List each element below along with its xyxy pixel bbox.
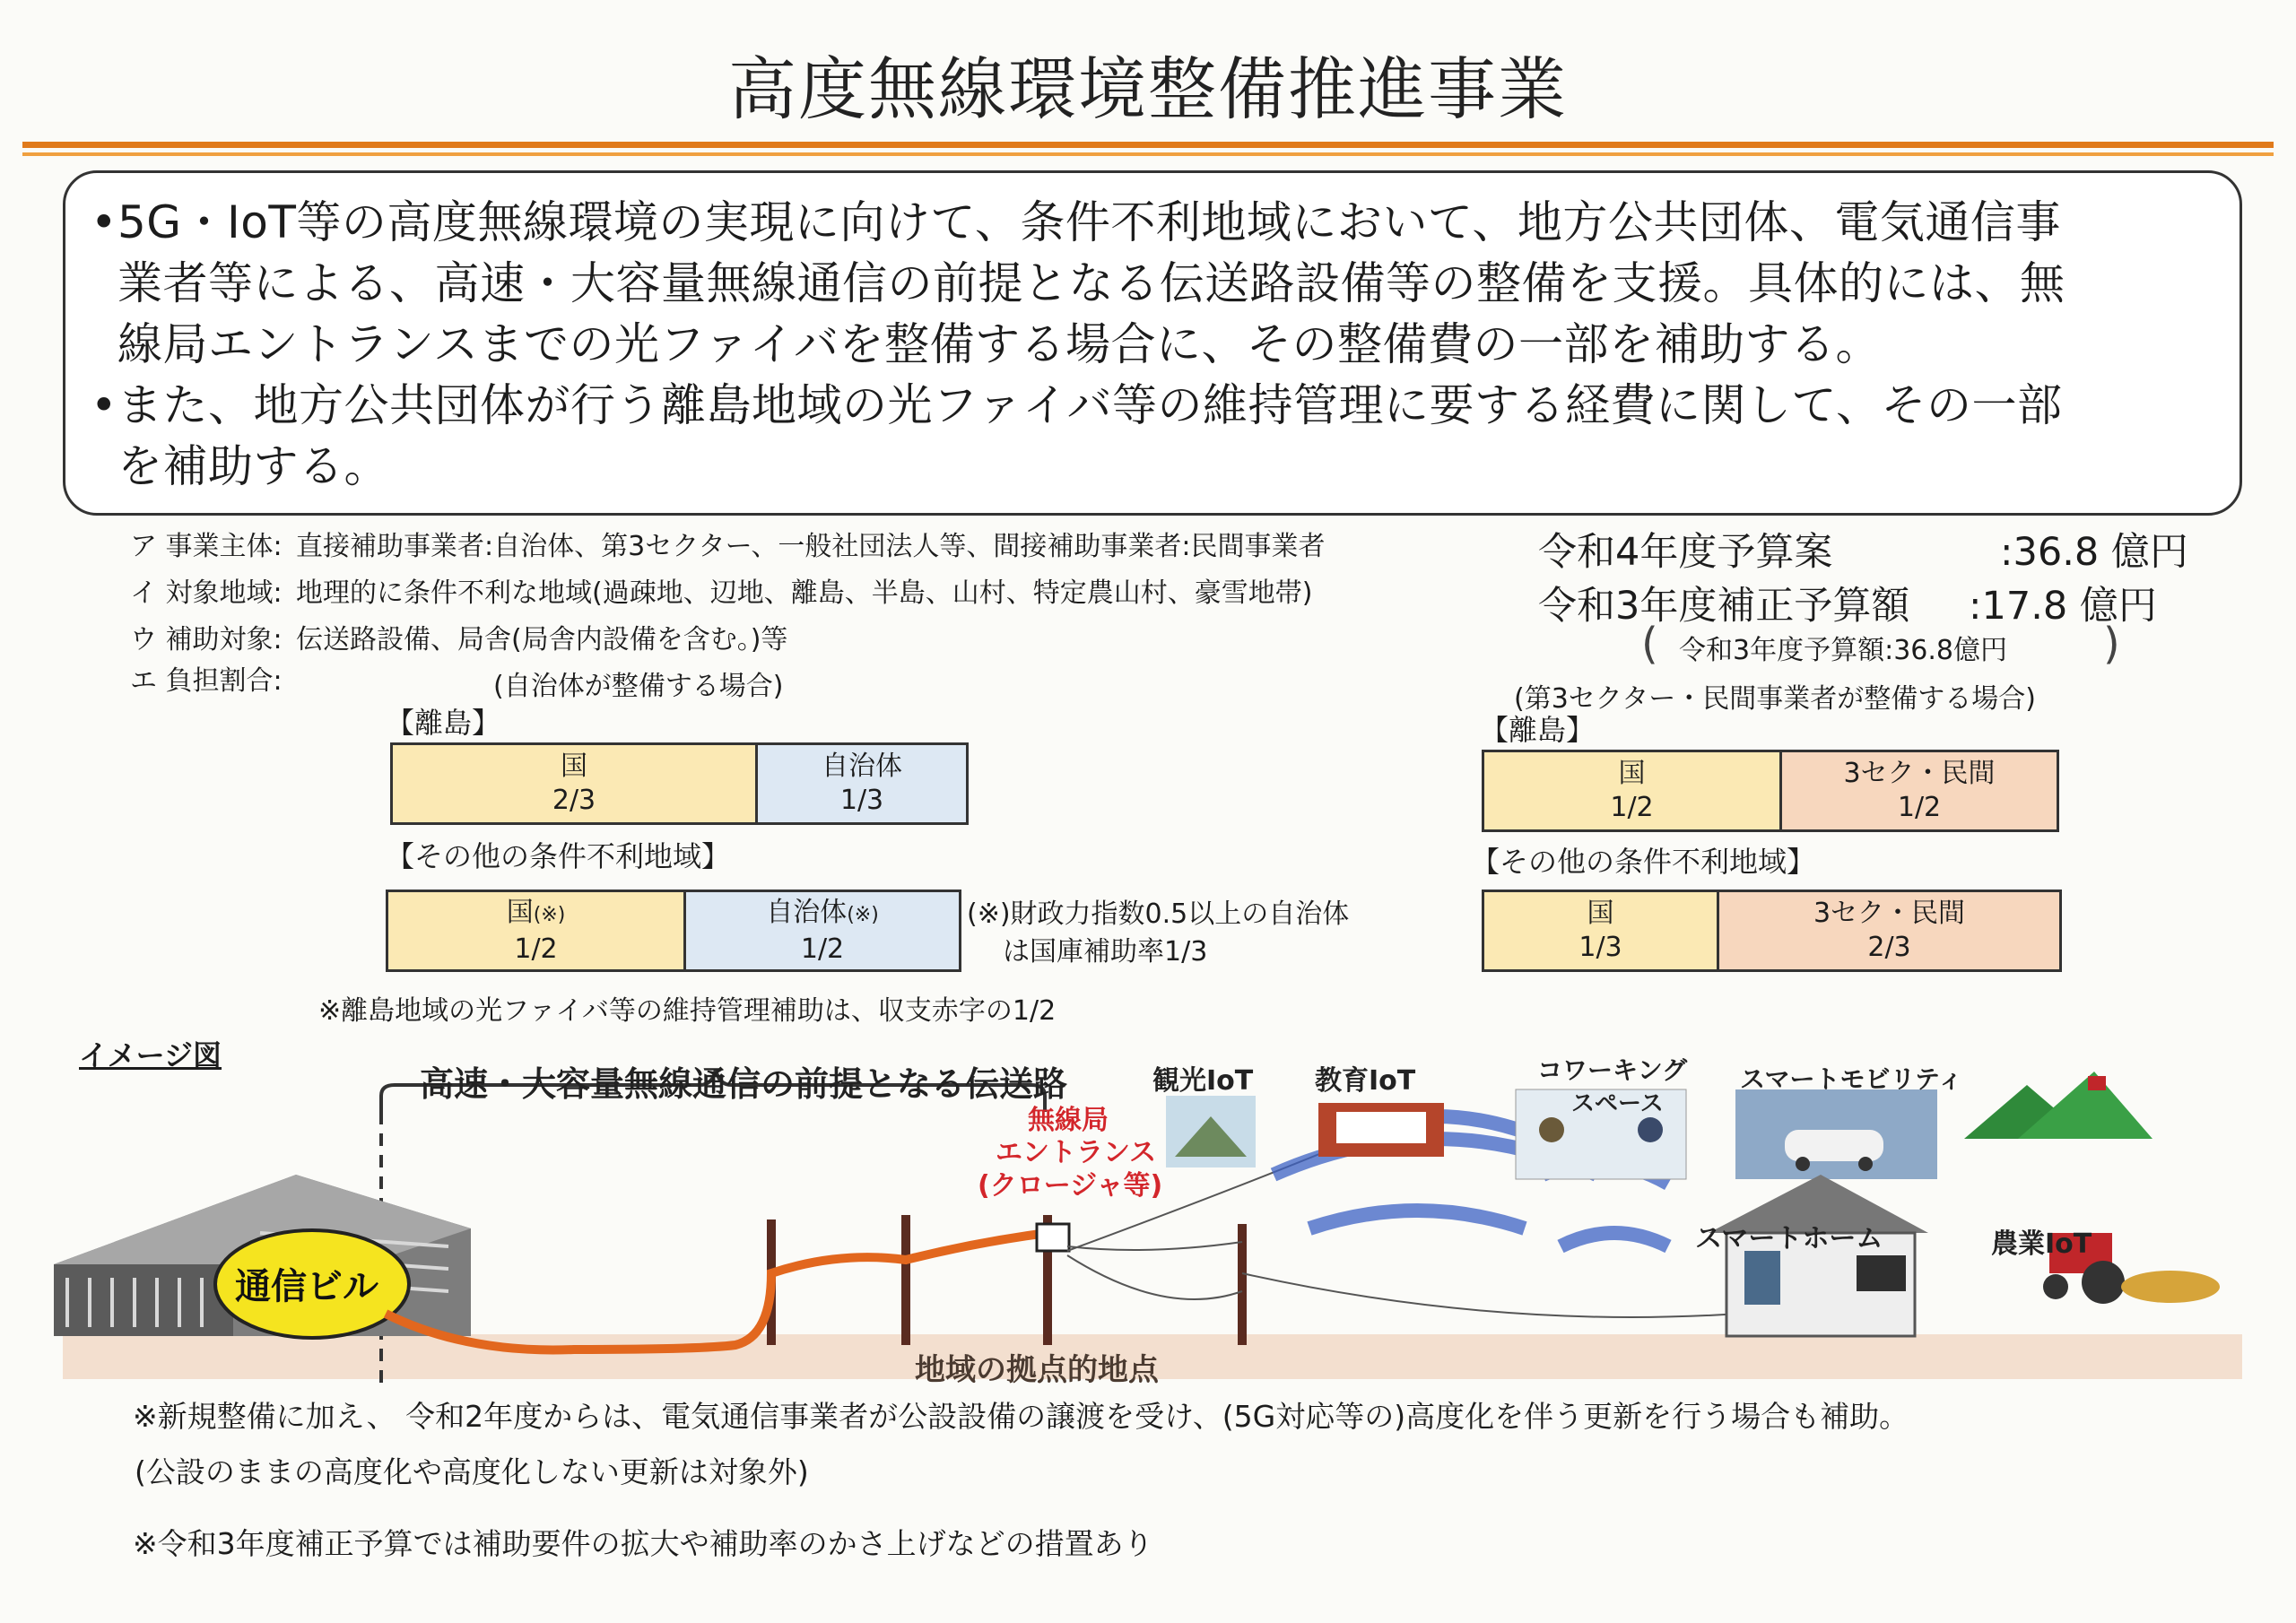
ratio-box-private [1717, 890, 2062, 972]
detail-label: ア 事業主体: [130, 531, 283, 562]
budget-value: :17.8 億円 [1969, 584, 2157, 629]
smart-home-icon [1709, 1175, 1928, 1336]
ratio-box-local [683, 890, 961, 972]
right-case-heading: (第3セクター・民間事業者が整備する場合) [1514, 683, 2036, 715]
ratio-value: 1/2 [1610, 792, 1654, 823]
ratio-name: 国 [506, 896, 534, 928]
footnote-1: ※新規整備に加え、 令和2年度からは、電気通信事業者が公設設備の譲渡を受け、(5G対応等の)高度化を伴う更新を行う場合も補助。 [133, 1399, 1909, 1434]
fiber-cable [386, 1233, 1048, 1350]
footnote-3: ※令和3年度補正予算では補助要件の拡大や補助率のかさ上げなどの措置あり [133, 1526, 1153, 1561]
detail-value: 地理的に条件不利な地域(過疎地、辺地、離島、半島、山村、特定農山村、豪雪地帯) [296, 577, 1313, 609]
detail-label: イ 対象地域: [130, 577, 283, 609]
summary-box [63, 170, 2242, 516]
bracket-right: ) [2103, 619, 2120, 669]
summary-line: 業者等による、高速・大容量無線通信の前提となる伝送路設備等の整備を支援。具体的には、無 [117, 257, 2066, 309]
building-label: 通信ビル [235, 1266, 378, 1307]
coworking-label-line1: コワーキング [1537, 1055, 1688, 1085]
ratio-box-national [1482, 890, 1719, 972]
left-other-label: 【その他の条件不利地域】 [386, 839, 731, 873]
budget-r3-note: 令和3年度予算額:36.8億円 [1679, 635, 2007, 666]
detail-row-e [130, 664, 296, 699]
summary-line: •5G・IoT等の高度無線環境の実現に向けて、条件不利地域において、地方公共団体、電気通信事 [91, 196, 2061, 248]
education-iot-icon [1318, 1103, 1444, 1157]
detail-value: 直接補助事業者:自治体、第3セクター、一般社団法人等、間接補助事業者:民間事業者 [296, 531, 1326, 562]
ratio-value: 2/3 [552, 785, 596, 816]
ratio-name: 国 [1587, 898, 1614, 929]
fiscal-note-line1: (※)財政力指数0.5以上の自治体 [967, 898, 1350, 930]
left-island-label: 【離島】 [386, 706, 501, 740]
ratio-name: 自治体 [822, 751, 902, 782]
ratio-name: 3セク・民間 [1843, 758, 1996, 789]
smart-home-label: スマートホーム [1695, 1223, 1883, 1254]
ratio-name: 3セク・民間 [1813, 898, 1966, 929]
ratio-box-national [386, 890, 686, 972]
title-underline-secondary [22, 152, 2274, 156]
maintenance-note: ※離島地域の光ファイバ等の維持管理補助は、収支赤字の1/2 [318, 995, 1057, 1027]
footnote-2: (公設のままの高度化や高度化しない更新は対象外) [135, 1454, 809, 1489]
ratio-mark: (※) [533, 903, 566, 926]
agri-label: 農業IoT [1991, 1228, 2092, 1260]
ratio-box-private [1779, 750, 2059, 832]
ratio-value: 1/2 [514, 933, 558, 965]
fiscal-note-line2: は国庫補助率1/3 [1003, 936, 1208, 968]
detail-value: 伝送路設備、局舎(局舎内設備を含む。)等 [296, 624, 788, 655]
budget-r3-supplementary [1538, 581, 2184, 631]
summary-line: を補助する。 [117, 440, 389, 492]
budget-label: 令和4年度予算案 [1538, 530, 1833, 575]
ratio-name: 自治体 [766, 896, 848, 928]
telecom-building-icon [54, 1175, 471, 1338]
closure-icon [1037, 1224, 1069, 1251]
bracket-left: ( [1641, 619, 1658, 669]
base-label: 地域の拠点的地点 [915, 1352, 1159, 1388]
detail-row-a [130, 529, 1326, 565]
budget-label: 令和3年度補正予算額 [1538, 584, 1910, 629]
tourism-iot-icon [1166, 1096, 1256, 1167]
budget-r4 [1538, 527, 2188, 577]
left-case-heading: (自治体が整備する場合) [493, 671, 784, 702]
ratio-value: 1/3 [839, 785, 884, 816]
detail-row-u [130, 622, 787, 658]
ratio-mark: (※) [847, 903, 879, 926]
detail-row-i [130, 576, 1312, 612]
entrance-label-line1: 無線局 [1028, 1105, 1109, 1136]
route-label: 高速・大容量無線通信の前提となる伝送路 [420, 1064, 1068, 1104]
coworking-label-line2: スペース [1571, 1090, 1664, 1117]
education-label: 教育IoT [1315, 1065, 1416, 1097]
summary-line: 線局エントランスまでの光ファイバを整備する場合に、その整備費の一部を補助する。 [117, 318, 1881, 370]
entrance-label-line2: エントランス [996, 1137, 1157, 1168]
ratio-name: 国 [561, 751, 587, 782]
right-other-label: 【その他の条件不利地域】 [1471, 845, 1816, 879]
tourism-label: 観光IoT [1152, 1065, 1254, 1097]
ratio-value: 2/3 [1867, 932, 1911, 963]
smart-mobility-icon [1735, 1089, 1937, 1179]
mobility-label: スマートモビリティ [1740, 1064, 1963, 1094]
entrance-label-line3: (クロージャ等) [978, 1170, 1163, 1202]
ratio-value: 1/2 [800, 933, 845, 965]
ratio-box-national [390, 742, 758, 825]
ratio-value: 1/3 [1578, 932, 1622, 963]
detail-label: ウ 補助対象: [130, 624, 283, 655]
summary-line: •また、地方公共団体が行う離島地域の光ファイバ等の維持管理に要する経費に関して、その一部 [91, 379, 2063, 431]
illustration-heading: イメージ図 [79, 1038, 222, 1072]
detail-label: エ 負担割合: [130, 665, 283, 697]
ratio-name: 国 [1618, 758, 1646, 789]
right-island-label: 【離島】 [1480, 713, 1596, 747]
ratio-value: 1/2 [1897, 792, 1942, 823]
ratio-box-national [1482, 750, 1782, 832]
page-title: 高度無線環境整備推進事業 [728, 49, 1568, 129]
mountain-icon [1964, 1072, 2152, 1139]
budget-value: :36.8 億円 [2000, 530, 2188, 575]
title-underline [22, 142, 2274, 148]
ratio-box-local [755, 742, 969, 825]
